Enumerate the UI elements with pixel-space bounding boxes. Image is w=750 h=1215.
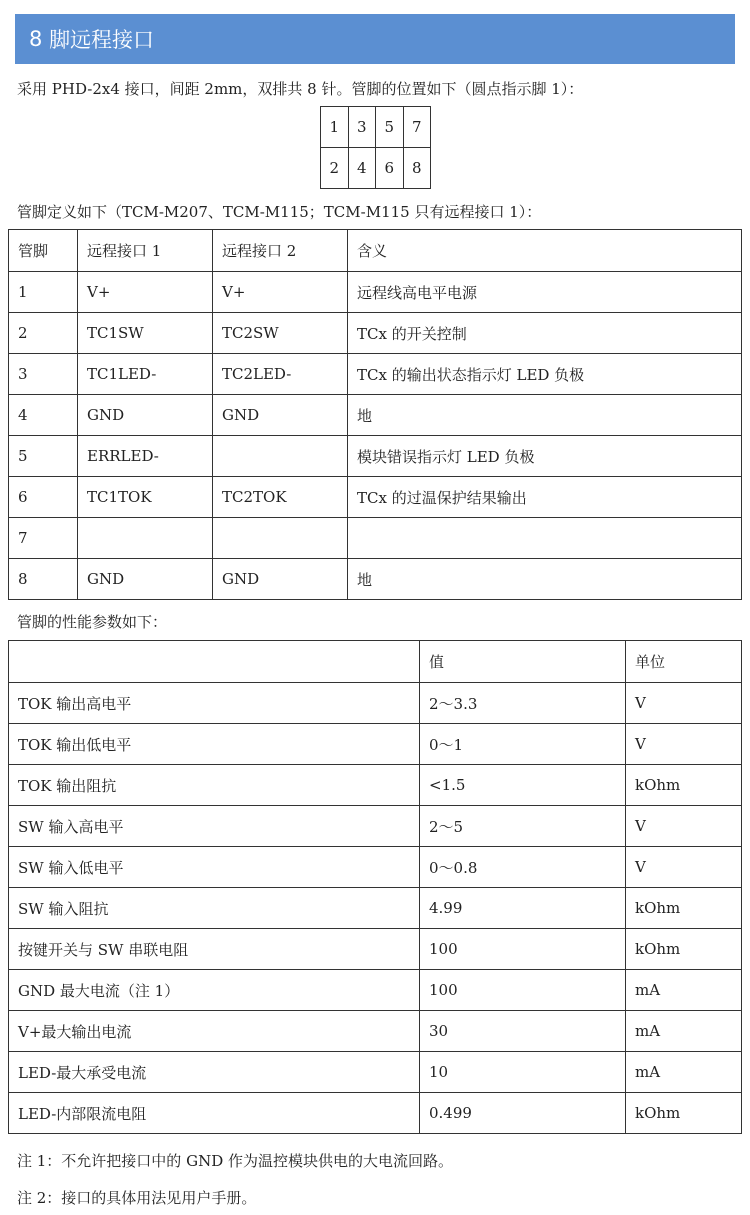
table-cell: TC2SW	[213, 313, 348, 354]
table-row	[9, 724, 742, 765]
performance-params-table	[8, 640, 742, 1134]
pin-grid-row	[321, 107, 431, 148]
section-title: 脚远程接口	[49, 28, 155, 52]
table-cell: 5	[376, 107, 404, 148]
table-row	[9, 313, 742, 354]
table-row	[9, 683, 742, 724]
table-header-row	[9, 641, 742, 683]
table-cell: TCx 的输出状态指示灯 LED 负极	[348, 354, 742, 395]
table-cell: <1.5	[420, 765, 626, 806]
table-cell: V	[626, 806, 742, 847]
table-cell: 7	[9, 518, 78, 559]
table-cell: 100	[420, 970, 626, 1011]
pin-definition-caption: 管脚定义如下（TCM-M207、TCM-M115；TCM-M115 只有远程接口 1）：	[17, 203, 542, 221]
table-cell: 2	[321, 148, 349, 189]
table-cell: 远程线高电平电源	[348, 272, 742, 313]
table-cell: TC1TOK	[78, 477, 213, 518]
table-cell: 3	[9, 354, 78, 395]
table-cell: 6	[376, 148, 404, 189]
table-cell: 含义	[348, 230, 742, 272]
table-cell: 远程接口 2	[213, 230, 348, 272]
table-row	[9, 847, 742, 888]
table-cell: 8	[403, 148, 431, 189]
table-cell: GND 最大电流（注 1）	[9, 970, 420, 1011]
table-cell: V+	[78, 272, 213, 313]
table-row	[9, 395, 742, 436]
params-caption: 管脚的性能参数如下：	[17, 613, 168, 631]
table-row	[9, 354, 742, 395]
table-cell: V+最大输出电流	[9, 1011, 420, 1052]
table-row	[9, 929, 742, 970]
section-header	[15, 14, 735, 64]
table-cell: 2	[9, 313, 78, 354]
table-cell: 8	[9, 559, 78, 600]
table-cell: TOK 输出阻抗	[9, 765, 420, 806]
table-cell: 4	[9, 395, 78, 436]
table-cell: 7	[403, 107, 431, 148]
table-cell: V+	[213, 272, 348, 313]
table-cell: TC2LED-	[213, 354, 348, 395]
table-cell: kOhm	[626, 888, 742, 929]
table-cell: TOK 输出高电平	[9, 683, 420, 724]
table-cell: GND	[213, 559, 348, 600]
table-cell: V	[626, 683, 742, 724]
table-cell: kOhm	[626, 1093, 742, 1134]
table-cell: TCx 的过温保护结果输出	[348, 477, 742, 518]
table-cell: mA	[626, 1011, 742, 1052]
pin-definition-table	[8, 229, 742, 600]
table-cell	[213, 436, 348, 477]
table-cell: 1	[9, 272, 78, 313]
table-cell	[213, 518, 348, 559]
table-cell: 0～0.8	[420, 847, 626, 888]
section-number: 8	[29, 27, 43, 51]
table-cell: V	[626, 847, 742, 888]
table-cell: 单位	[626, 641, 742, 683]
table-row	[9, 518, 742, 559]
note-2: 注 2：接口的具体用法见用户手册。	[17, 1189, 257, 1207]
note-1: 注 1：不允许把接口中的 GND 作为温控模块供电的大电流回路。	[17, 1152, 453, 1170]
table-cell	[9, 641, 420, 683]
table-row	[9, 1011, 742, 1052]
table-cell: TC2TOK	[213, 477, 348, 518]
table-row	[9, 1093, 742, 1134]
table-cell: 6	[9, 477, 78, 518]
table-cell: SW 输入高电平	[9, 806, 420, 847]
table-cell: 地	[348, 559, 742, 600]
pin-grid-row	[321, 148, 431, 189]
table-cell: 1	[321, 107, 349, 148]
table-cell: 3	[348, 107, 376, 148]
table-cell: TC1LED-	[78, 354, 213, 395]
table-cell: mA	[626, 970, 742, 1011]
table-cell: ERRLED-	[78, 436, 213, 477]
table-row	[9, 970, 742, 1011]
table-cell: 4.99	[420, 888, 626, 929]
table-cell: LED-内部限流电阻	[9, 1093, 420, 1134]
table-header-row	[9, 230, 742, 272]
table-row	[9, 559, 742, 600]
table-cell	[348, 518, 742, 559]
table-cell: 远程接口 1	[78, 230, 213, 272]
table-cell: 0～1	[420, 724, 626, 765]
intro-text: 采用 PHD-2x4 接口，间距 2mm，双排共 8 针。管脚的位置如下（圆点指示脚 1）：	[17, 80, 584, 98]
table-cell: 4	[348, 148, 376, 189]
table-cell: 5	[9, 436, 78, 477]
table-cell: 按键开关与 SW 串联电阻	[9, 929, 420, 970]
table-cell: 0.499	[420, 1093, 626, 1134]
table-cell: 地	[348, 395, 742, 436]
table-cell	[78, 518, 213, 559]
table-cell: kOhm	[626, 765, 742, 806]
table-cell: GND	[78, 559, 213, 600]
table-row	[9, 765, 742, 806]
table-cell: GND	[78, 395, 213, 436]
table-cell: SW 输入低电平	[9, 847, 420, 888]
table-row	[9, 477, 742, 518]
table-cell: TOK 输出低电平	[9, 724, 420, 765]
table-row	[9, 272, 742, 313]
table-cell: SW 输入阻抗	[9, 888, 420, 929]
table-cell: 2～3.3	[420, 683, 626, 724]
table-cell: TC1SW	[78, 313, 213, 354]
table-cell: LED-最大承受电流	[9, 1052, 420, 1093]
table-cell: 30	[420, 1011, 626, 1052]
table-cell: 2～5	[420, 806, 626, 847]
table-cell: TCx 的开关控制	[348, 313, 742, 354]
table-row	[9, 806, 742, 847]
table-row	[9, 436, 742, 477]
pin-position-grid	[320, 106, 431, 189]
table-cell: GND	[213, 395, 348, 436]
table-cell: V	[626, 724, 742, 765]
table-cell: 10	[420, 1052, 626, 1093]
table-cell: mA	[626, 1052, 742, 1093]
table-cell: kOhm	[626, 929, 742, 970]
table-cell: 模块错误指示灯 LED 负极	[348, 436, 742, 477]
table-cell: 100	[420, 929, 626, 970]
table-row	[9, 1052, 742, 1093]
table-row	[9, 888, 742, 929]
table-cell: 值	[420, 641, 626, 683]
table-cell: 管脚	[9, 230, 78, 272]
